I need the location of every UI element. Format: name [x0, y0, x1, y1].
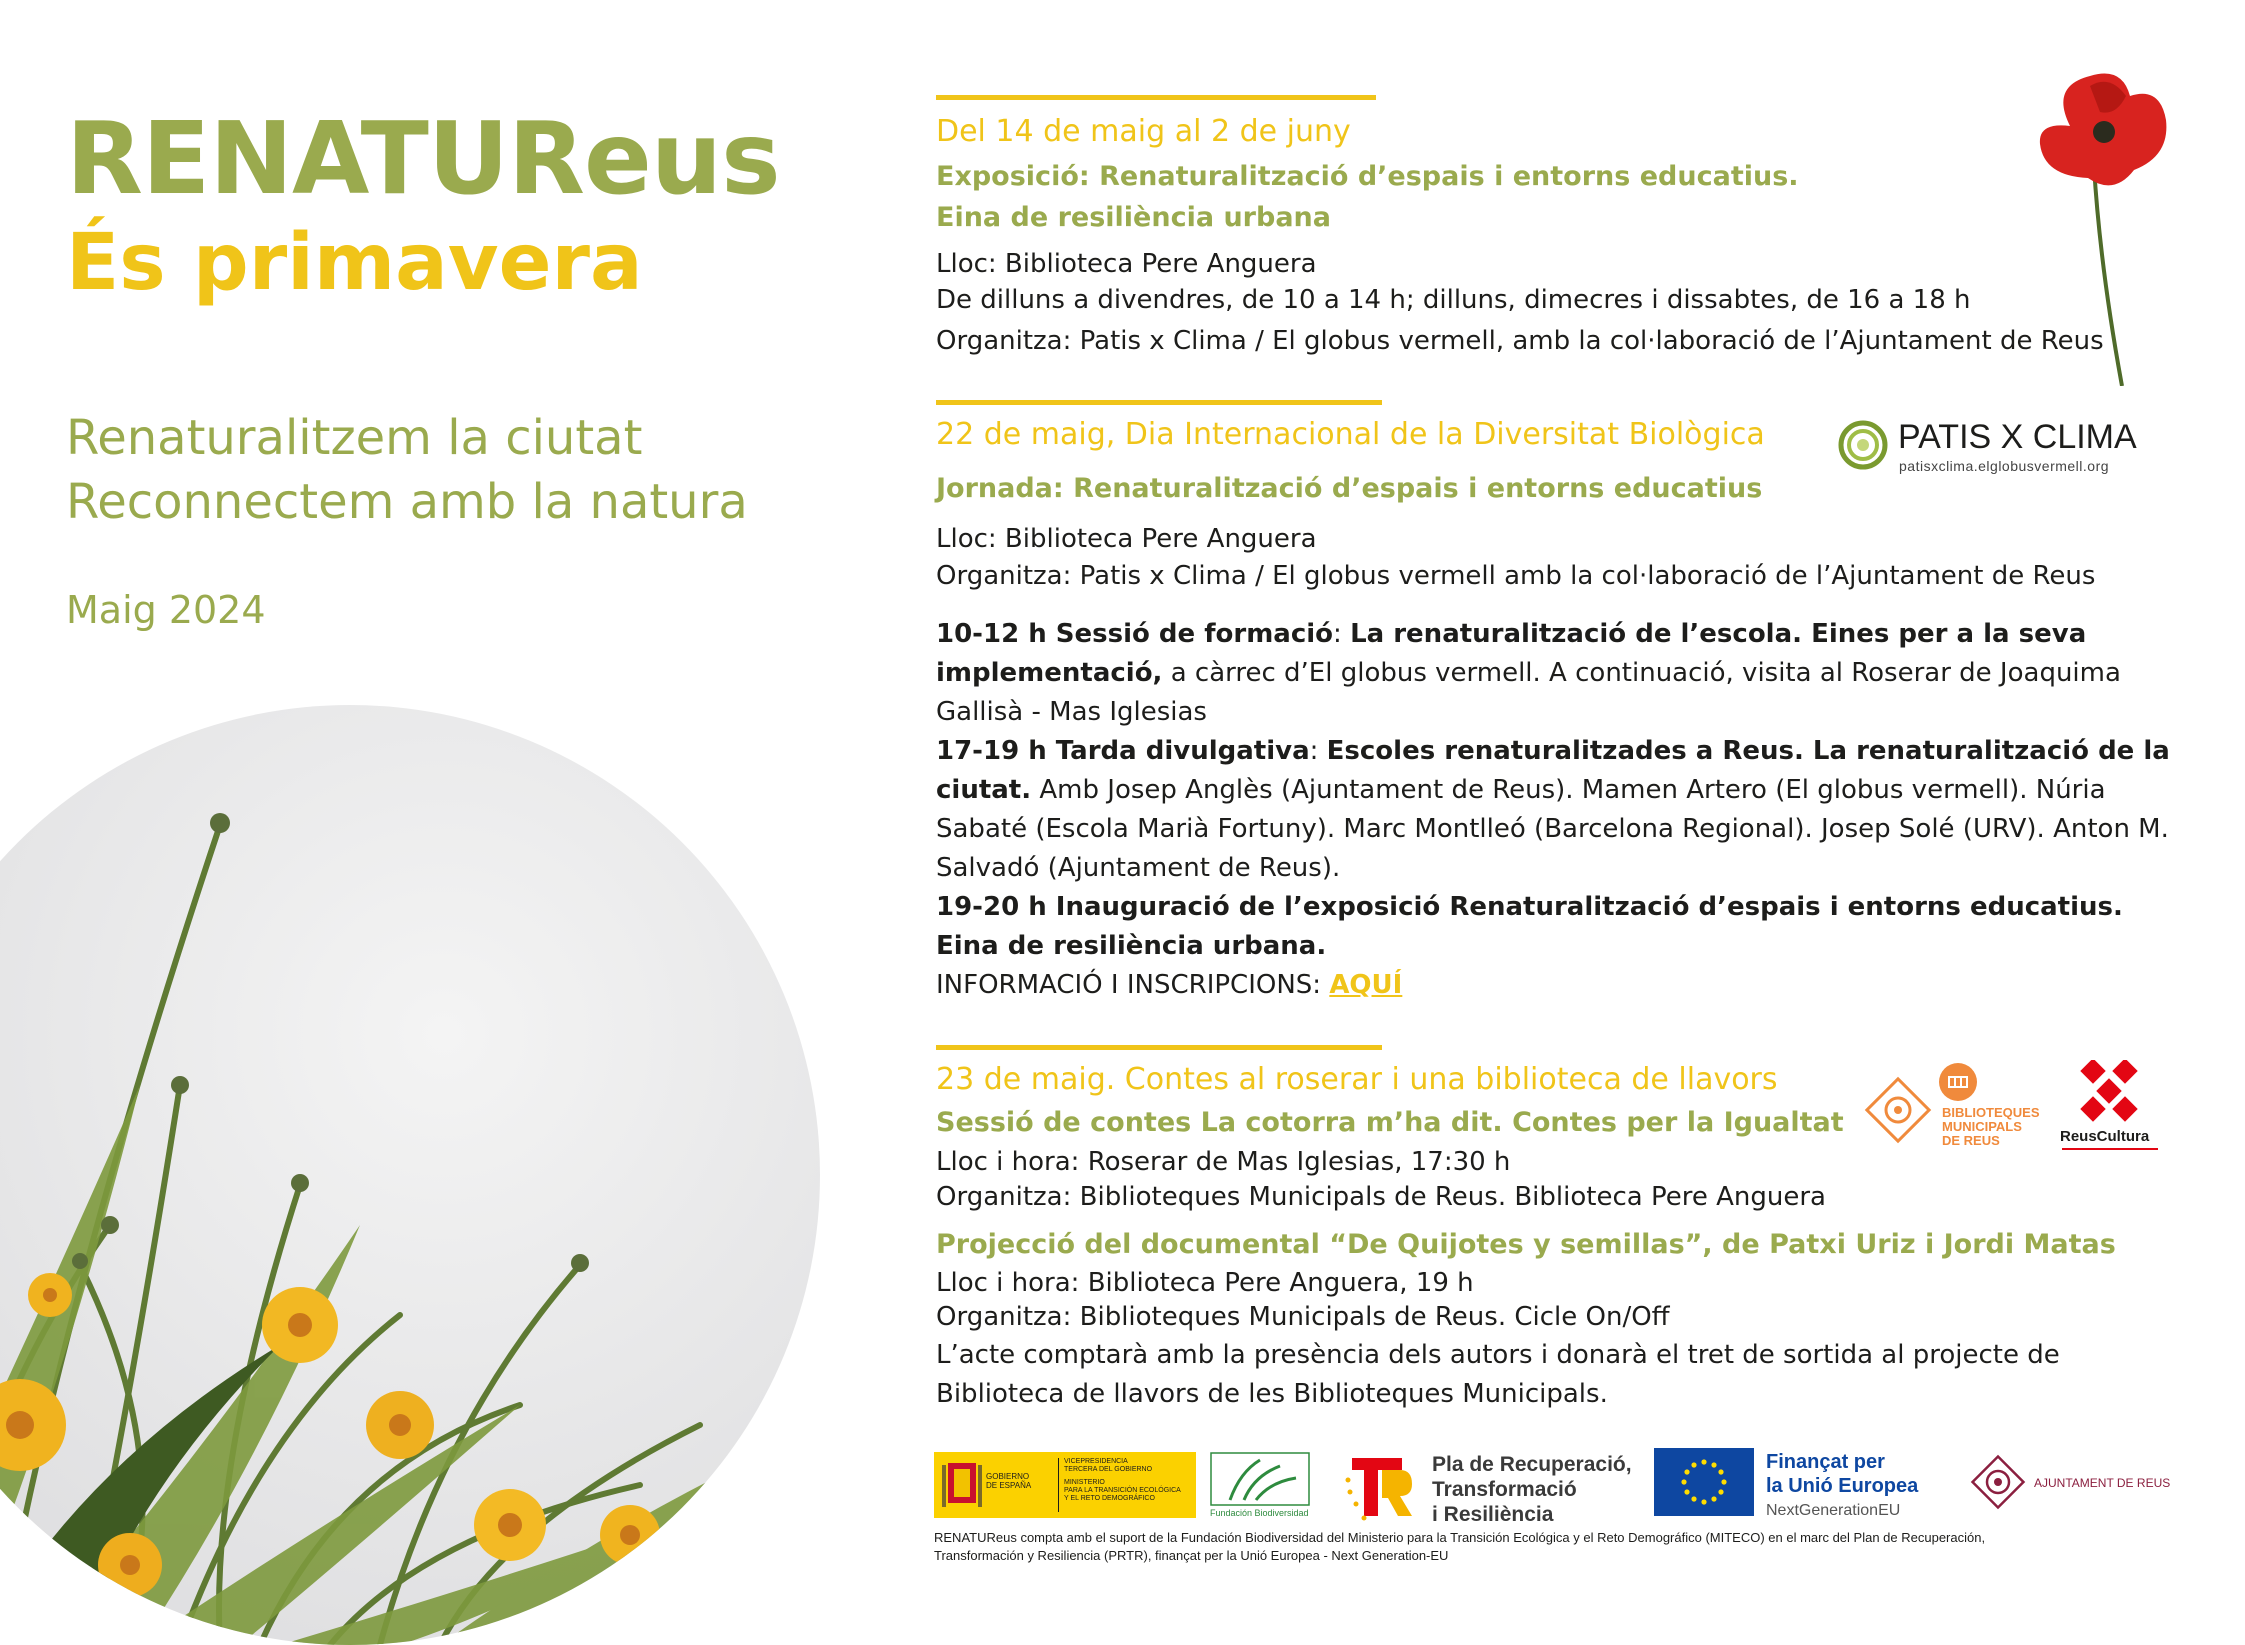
section-divider: [936, 95, 1376, 100]
gobierno-line-7: Y EL RETO DEMOGRÁFICO: [1064, 1495, 1155, 1502]
section1-hours: De dilluns a divendres, de 10 a 14 h; dilluns, dimecres i dissabtes, de 16 a 18 h: [936, 285, 1971, 315]
prtr-line-3: i Resiliència: [1432, 1503, 1554, 1526]
session-afternoon-time: 17-19 h Tarda divulgativa: [936, 736, 1310, 766]
info-label: INFORMACIÓ I INSCRIPCIONS:: [936, 970, 1330, 1000]
biblioteques-name: [1942, 1106, 2040, 1148]
reuscultura-name: ReusCultura: [2060, 1128, 2150, 1145]
footer-line-2: Transformación y Resiliencia (PRTR), finançat per la Unió Europea - Next Generation-EU: [934, 1548, 1449, 1563]
section1-date: Del 14 de maig al 2 de juny: [936, 114, 1351, 149]
biblioteques-logo: [1862, 1062, 2042, 1152]
biblioteques-line-1: BIBLIOTEQUES: [1942, 1105, 2040, 1120]
section3-organizer-1: Organitza: Biblioteques Municipals de Reus. Biblioteca Pere Anguera: [936, 1182, 1826, 1212]
meadow-illustration: [0, 705, 820, 1645]
biblioteques-line-2: MUNICIPALS: [1942, 1119, 2022, 1134]
section2-heading: Jornada: Renaturalització d’espais i entorns educatius: [936, 473, 1763, 504]
session-training: [936, 615, 2181, 732]
ministerio-name: [1064, 1458, 1181, 1503]
section3-heading-2: Projecció del documental “De Quijotes y semillas”, de Patxi Uriz i Jordi Matas: [936, 1229, 2116, 1260]
info-link[interactable]: AQUÍ: [1329, 970, 1403, 1000]
fundacion-biodiversidad-logo: [1210, 1452, 1310, 1522]
separator: :: [1309, 736, 1327, 766]
tagline-2: Reconnectem amb la natura: [66, 474, 748, 530]
biblioteques-line-3: DE REUS: [1942, 1133, 2000, 1148]
prtr-logo: [1342, 1450, 1642, 1530]
coat-of-arms-icon: [942, 1457, 982, 1513]
section2-date: 22 de maig, Dia Internacional de la Diversitat Biològica: [936, 417, 1765, 452]
gobierno-line-4: TERCERA DEL GOBIERNO: [1064, 1466, 1153, 1473]
eu-flag-icon: [1654, 1448, 1754, 1516]
prtr-line-1: Pla de Recuperació,: [1432, 1453, 1632, 1476]
session-afternoon-title: Escoles renaturalitzades a Reus. La renaturalització de la ciutat.: [936, 736, 2170, 805]
section1-organizer: Organitza: Patis x Clima / El globus vermell, amb la col·laboració de l’Ajuntament de Reus: [936, 326, 2104, 356]
page-subtitle: És primavera: [66, 218, 643, 308]
reuscultura-emblem-icon: [2070, 1060, 2150, 1126]
info-line: [936, 966, 1402, 1004]
section3-place-1: Lloc i hora: Roserar de Mas Iglesias, 17:30 h: [936, 1147, 1511, 1177]
reuscultura-logo: [2060, 1060, 2170, 1160]
session-training-desc: a càrrec d’El globus vermell. A continuació, visita al Roserar de Joaquima Gallisà - Mas Iglesias: [936, 658, 2121, 727]
gobierno-line-5: MINISTERIO: [1064, 1479, 1105, 1486]
poppy-icon: [2030, 66, 2170, 386]
gobierno-logo: [934, 1452, 1196, 1518]
eu-logo: [1654, 1448, 1954, 1528]
section3-place-2: Lloc i hora: Biblioteca Pere Anguera, 19 h: [936, 1268, 1474, 1298]
session-training-time: 10-12 h Sessió de formació: [936, 619, 1334, 649]
flowers-photo: [0, 705, 820, 1645]
session-afternoon: [936, 732, 2181, 888]
divider: [1058, 1458, 1059, 1512]
patis-ring-icon: [1838, 420, 1888, 470]
eu-line-2: la Unió Europea: [1766, 1475, 1919, 1497]
section3-organizer-2: Organitza: Biblioteques Municipals de Reus. Cicle On/Off: [936, 1302, 1670, 1332]
prtr-name: [1432, 1452, 1632, 1527]
book-icon: [1938, 1062, 1978, 1102]
prtr-emblem-icon: [1342, 1450, 1416, 1524]
ajuntament-emblem-icon: [1968, 1452, 2028, 1512]
page-title: RENATUReus: [66, 100, 780, 217]
footer-line-1: RENATUReus compta amb el suport de la Fundación Biodiversidad del Ministerio para la Transición Ecológica y el Reto Demográfico (MITECO) en el marc del Plan de Recuperación,: [934, 1530, 1986, 1545]
section3-note: L’acte comptarà amb la presència dels autors i donarà el tret de sortida al projecte de Biblioteca de llavors de les Biblioteques Municipals.: [936, 1340, 2060, 1409]
session-training-title: La renaturalització de l’escola. Eines per a la seva implementació,: [936, 619, 2087, 688]
grass-icon: [1210, 1452, 1310, 1506]
patis-x-clima-logo: [1838, 418, 2138, 474]
patis-name: PATIS X CLIMA: [1898, 418, 2137, 456]
session-afternoon-desc: Amb Josep Anglès (Ajuntament de Reus). Mamen Artero (El globus vermell). Núria Sabaté (Escola Marià Fortuny). Marc Montlleó (Barcelona Regional). Josep Solé (URV). Anton M. Salvadó (Ajuntament de Reus).: [936, 775, 2169, 883]
eu-line-1: Finançat per: [1766, 1451, 1885, 1473]
section1-place: Lloc: Biblioteca Pere Anguera: [936, 249, 1317, 279]
section2-place: Lloc: Biblioteca Pere Anguera: [936, 524, 1317, 554]
patis-url: patisxclima.elglobusvermell.org: [1899, 458, 2110, 474]
section3-heading-1: Sessió de contes La cotorra m’ha dit. Contes per la Igualtat: [936, 1107, 1844, 1138]
edition-date: Maig 2024: [66, 588, 266, 632]
reuscultura-underline: [2062, 1148, 2158, 1150]
section2-organizer: Organitza: Patis x Clima / El globus vermell amb la col·laboració de l’Ajuntament de Reus: [936, 561, 2096, 591]
section-divider: [936, 1045, 1382, 1050]
eu-nextgen: NextGenerationEU: [1766, 1502, 1901, 1519]
section1-heading-2: Eina de resiliència urbana: [936, 202, 1331, 233]
session-inauguration: 19-20 h Inauguració de l’exposició Renaturalització d’espais i entorns educatius. Eina de resiliència urbana.: [936, 892, 2123, 961]
ajuntament-name: AJUNTAMENT DE REUS: [2034, 1476, 2171, 1490]
section1-heading-1: Exposició: Renaturalització d’espais i entorns educatius.: [936, 161, 1799, 192]
gobierno-line-2: DE ESPAÑA: [986, 1481, 1032, 1490]
section3-date: 23 de maig. Contes al roserar i una biblioteca de llavors: [936, 1062, 1778, 1097]
gobierno-name: [986, 1472, 1031, 1490]
prtr-line-2: Transformació: [1432, 1478, 1577, 1501]
eu-name: [1766, 1450, 1918, 1498]
separator: :: [1333, 619, 1351, 649]
gobierno-line-3: VICEPRESIDENCIA: [1064, 1458, 1128, 1465]
gobierno-line-6: PARA LA TRANSICIÓN ECOLÓGICA: [1064, 1487, 1181, 1494]
gobierno-line-1: GOBIERNO: [986, 1472, 1030, 1481]
section-divider: [936, 400, 1382, 405]
biblioteques-emblem-icon: [1862, 1074, 1934, 1146]
fundacion-name: Fundación Biodiversidad: [1210, 1508, 1309, 1518]
ajuntament-logo: [1968, 1452, 2171, 1522]
tagline-1: Renaturalitzem la ciutat: [66, 410, 643, 466]
